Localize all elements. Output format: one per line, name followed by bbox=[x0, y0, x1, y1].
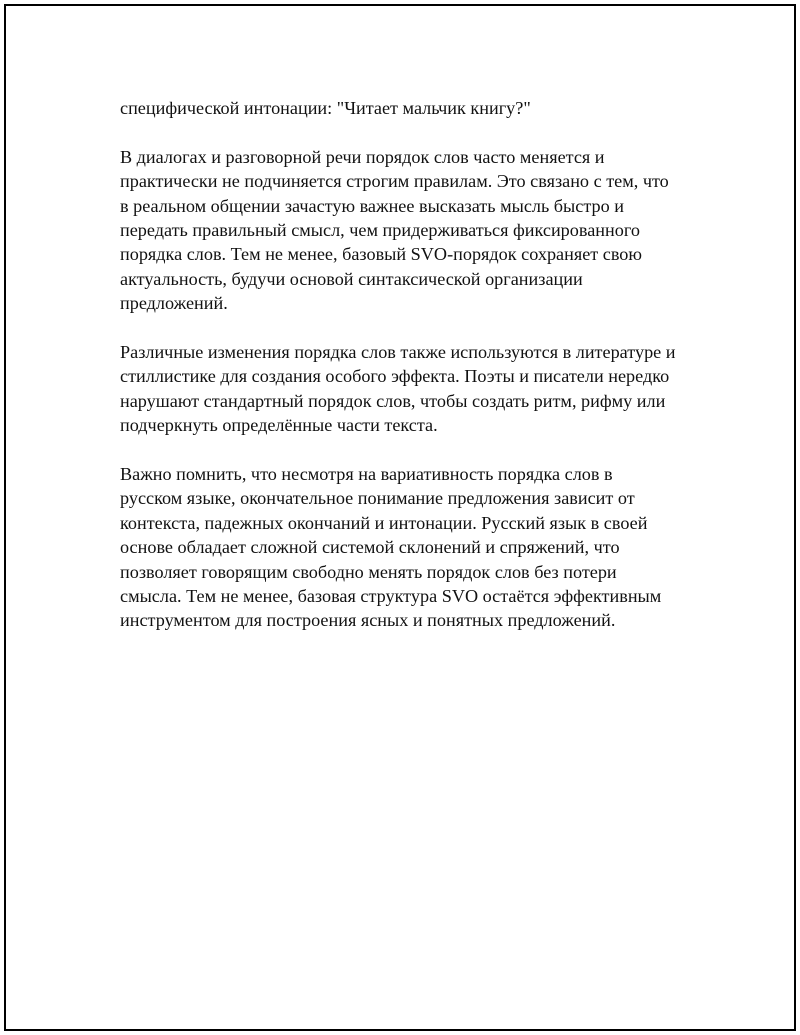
text-line: контекста, падежных окончаний и интонации. Русский язык в своей bbox=[120, 512, 648, 533]
text-line: практически не подчиняется строгим правилам. Это связано с тем, что bbox=[120, 171, 669, 192]
text-line: подчеркнуть определённые части текста. bbox=[120, 415, 438, 436]
text-line: Важно помнить, что несмотря на вариативность порядка слов в bbox=[120, 464, 613, 485]
text-line: актуальность, будучи основой синтаксической организации bbox=[120, 268, 583, 289]
text-line: инструментом для построения ясных и понятных предложений. bbox=[120, 610, 616, 631]
text-line: стиллистике для создания особого эффекта. Поэты и писатели нередко bbox=[120, 366, 670, 387]
text-line: в реальном общении зачастую важнее высказать мысль быстро и bbox=[120, 195, 624, 216]
text-line: русском языке, окончательное понимание предложения зависит от bbox=[120, 488, 635, 509]
text-line: позволяет говорящим свободно менять порядок слов без потери bbox=[120, 561, 617, 582]
text-line: смысла. Тем не менее, базовая структура SVO остаётся эффективным bbox=[120, 586, 662, 607]
text-line: предложений. bbox=[120, 293, 228, 314]
paragraph-1 bbox=[120, 96, 700, 120]
text-line: порядка слов. Тем не менее, базовый SVO-порядок сохраняет свою bbox=[120, 244, 642, 265]
text-line: специфической интонации: "Читает мальчик книгу?" bbox=[120, 98, 531, 118]
text-line: В диалогах и разговорной речи порядок слов часто меняется и bbox=[120, 146, 605, 167]
document-body bbox=[120, 96, 700, 657]
document-page bbox=[4, 4, 796, 1031]
paragraph-2 bbox=[120, 145, 700, 316]
text-line: Различные изменения порядка слов также используются в литературе и bbox=[120, 342, 676, 363]
text-line: основе обладает сложной системой склонений и спряжений, что bbox=[120, 537, 620, 558]
text-line: нарушают стандартный порядок слов, чтобы создать ритм, рифму или bbox=[120, 390, 666, 411]
paragraph-3 bbox=[120, 340, 700, 438]
text-line: передать правильный смысл, чем придерживаться фиксированного bbox=[120, 220, 640, 241]
paragraph-4 bbox=[120, 462, 700, 633]
